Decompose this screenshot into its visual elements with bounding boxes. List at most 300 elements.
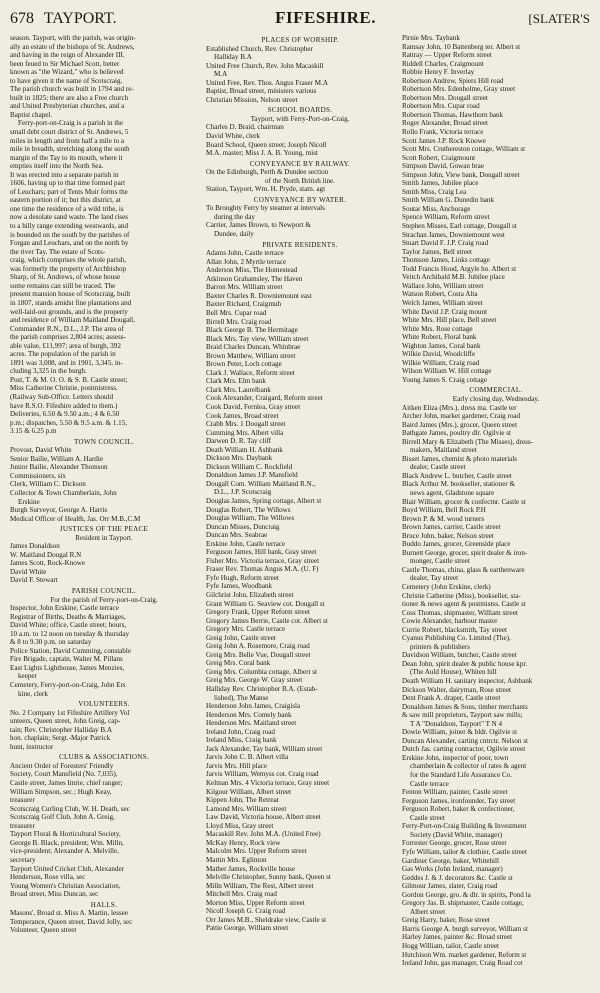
text-line: the river Tay. The estate of Scots- — [10, 247, 106, 256]
text-line: Ireland John, Craig road — [206, 727, 275, 736]
text-line: Mitchell Mrs. Craig road — [206, 890, 277, 899]
text-line: Gordon George, gro. & dlr. in spirits, Pond la — [402, 890, 531, 899]
text-line: Volunteer, Queen street — [10, 926, 77, 935]
text-line: Morton Miss, Upper Reform street — [206, 898, 305, 907]
text-line: Nicoll Joseph G. Craig road — [206, 907, 286, 916]
publisher-mark: [SLATER'S — [528, 11, 590, 26]
text-line: United Free, Rev. Thos. Angus Fraser M.A — [206, 78, 328, 87]
text-line: Fraser Rev. Thomas Angus M.A. (U. F) — [206, 565, 319, 574]
text-line: Death William H. Ashbank — [206, 445, 283, 454]
text-line: Robertson Mrs. Edenholme, Gray street — [402, 85, 516, 94]
section-heading: CONVEYANCE BY RAILWAY. — [249, 159, 351, 168]
text-line: 3.15 & 6.25 p.m — [10, 427, 57, 436]
text-line: and United Presbyterian churches, and a — [10, 102, 125, 111]
text-line: Broad street, Miss Duncan, sec — [10, 890, 99, 899]
text-line: Boyd William, Bell Rock P.H — [402, 506, 486, 515]
text-line: p.m.; dispatches, 5.50 & 9.5 a.m. & 1.15, — [10, 418, 128, 427]
section-heading: SCHOOL BOARDS. — [267, 106, 333, 115]
text-line: been feued to Sir Michael Scott, better — [10, 59, 120, 68]
text-line: Bell Mrs. Cupar road — [206, 308, 267, 317]
text-line: dealer, Castle street — [410, 463, 466, 472]
text-line: Wallace John, William street — [402, 281, 484, 290]
text-line: Commissioners, six — [10, 471, 66, 480]
text-line: Veitch Archibald M.B. Jubilee place — [402, 273, 505, 282]
text-line: Mather James, Rockville house — [206, 864, 296, 873]
text-line: now a desolate sand waste. The land rises — [10, 213, 129, 222]
text-line: Jarvis John C. B. Albert villa — [206, 753, 289, 762]
text-line: & saw mill proprietors, Tayport saw mills; — [402, 711, 523, 720]
text-line: Brown Matthew, William street — [206, 351, 296, 360]
text-line: White Mrs. Hill place, Bell street — [402, 316, 497, 325]
text-line: Cook David, Fernlea, Gray street — [206, 402, 301, 411]
text-line: built in 1825; there are also a Free church — [10, 93, 129, 102]
text-line: M.A. master; Miss J. A. B. Young, mist — [206, 149, 318, 158]
text-line: Simpson David, Gowan brae — [402, 162, 484, 171]
text-line: Carrier, James Brown, to Newport & — [206, 221, 311, 230]
text-line: On the Edinburgh, Perth & Dundee section — [206, 168, 329, 177]
text-line: Society, Court Mansfield (No. 7,035), — [10, 770, 118, 779]
section-heading: CONVEYANCE BY WATER. — [253, 195, 347, 204]
text-line: Halliday B.A — [214, 53, 252, 62]
text-line: Dent Frank A. draper, Castle street — [402, 694, 501, 703]
text-line: Tayport, with Ferry-Port-on-Craig. — [250, 114, 350, 123]
text-line: Douglas James, Spring cottage, Albert st — [206, 496, 322, 505]
text-line: Riddell Charles, Craigmount — [402, 59, 484, 68]
text-line: Castle street, James Imrie, chief ranger; — [10, 779, 123, 788]
text-line: Spence William, Reform street — [402, 213, 490, 222]
text-line: Darwen D. R. Tay cliff — [206, 437, 272, 446]
text-line: Black George B. The Hermitage — [206, 326, 298, 335]
text-line: news agent, Gladstone square — [410, 488, 495, 497]
text-line: Post, T. & M. O. O. & S. B. Castle street; — [10, 375, 128, 384]
text-line: Atkinson Grahamsley, The Haven — [206, 274, 303, 283]
text-line: Greig John A. Rosemore, Craig road — [206, 642, 310, 651]
text-line: Todd Francis Hood, Argyle ho. Albert st — [402, 264, 517, 273]
text-line: Law David, Victoria house, Albert street — [206, 813, 321, 822]
text-line: Greig Mrs. Coral bank — [206, 659, 271, 668]
text-line: Jack Alexander, Tay bank, William street — [206, 744, 323, 753]
text-line: Albert street — [410, 907, 446, 916]
text-line: Cemetery (John Erskine, clerk) — [402, 583, 491, 591]
text-line: Dickson William C. Rockfield — [206, 462, 293, 471]
text-line: small debt court district of St. Andrews, 5 — [10, 128, 129, 137]
text-line: Erskine — [18, 497, 40, 506]
text-line: to have given it the name of Scotscraig. — [10, 76, 123, 85]
text-line: Macaskill Rev. John M.A. (United Free) — [206, 830, 321, 839]
text-line: Wilkie William, Craig road — [402, 358, 480, 367]
text-line: printers & publishers — [410, 642, 470, 651]
text-line: Grant William G. Seaview cot. Dougall st — [206, 599, 325, 608]
text-line: D.L., J.P. Scotscraig — [214, 488, 272, 497]
text-line: Smith Miss, Craig Lea — [402, 187, 467, 196]
text-line: (Railway Sub-Office. Letters should — [10, 392, 114, 401]
text-line: Miss Catherine Christie, postmistress. — [10, 384, 118, 393]
text-line: Hutchison Wm. market gardener, Reform st — [402, 950, 527, 959]
text-line: Black Andrew L. butcher, Castle street — [402, 471, 512, 480]
text-line: Greig Mrs. Belle Vue, Dougall street — [206, 650, 311, 659]
text-line: Duncan Misses, Duncraig — [206, 522, 280, 531]
text-line: Sharp, of St. Andrews, of whose house — [10, 273, 121, 282]
text-line: Christie Catherine (Miss), bookseller, sta- — [402, 591, 521, 600]
text-line: Greig John, Castle street — [206, 633, 276, 642]
text-line: Castle Thomas, china, glass & earthenware — [402, 565, 525, 574]
section-heading: TOWN COUNCIL. — [73, 437, 135, 446]
text-line: Fyfe Hugh, Reform street — [206, 573, 279, 582]
text-line: in 1807, stands amidst fine plantations and — [10, 298, 132, 307]
text-line: Clerk, William C. Dickson — [10, 480, 86, 489]
page-header — [10, 8, 590, 34]
text-line: Cyanus Publishing Co. Limited (The), — [402, 634, 511, 643]
text-line: Douglas William, The Willows — [206, 514, 295, 523]
text-line: Erskine John, Castle terrace — [206, 539, 286, 548]
text-line: White Robert, Floral bank — [402, 333, 477, 342]
text-line: some remains can still be traced. The — [10, 281, 116, 290]
text-line: Collector & Town Chamberlain, John — [10, 488, 117, 497]
text-line: Deliveries, 6.50 & 9.50 a.m.; 4 & 6.50 — [10, 410, 120, 419]
text-line: Board School, Queen street; Joseph Nicoll — [206, 140, 327, 149]
text-line: Allan John, 2 Myrtle terrace — [206, 257, 287, 266]
text-line: Death William H. sanitary inspector, Ashbank — [402, 677, 533, 686]
text-line: W. Maitland Dougal R.N — [10, 550, 82, 559]
text-line: well-laid-out grounds, and is the property — [10, 307, 128, 316]
column-right — [402, 34, 590, 984]
text-line: Lloyd Miss, Gray street — [206, 821, 274, 830]
text-line: Dowie William, joiner & bldr. Ogilvie st — [402, 728, 518, 737]
text-line: Halliday Rev. Christopher B.A. (Estab- — [206, 685, 318, 694]
text-line: Wilkie David, Woodcliffe — [402, 350, 476, 359]
text-columns — [10, 34, 590, 984]
text-line: David White; office, Castle street; hours, — [10, 621, 127, 630]
text-line: Rollo Frank, Victoria terrace — [402, 128, 484, 137]
text-line: Registrar of Births, Deaths & Marriages, — [10, 612, 126, 621]
text-line: For the parish of Ferry-port-on-Craig. — [50, 595, 158, 604]
text-line: Gregory Mrs. Castle terrace — [206, 625, 286, 634]
text-line: David F. Stewart — [10, 576, 58, 585]
text-line: Milln William, The Rest, Albert street — [206, 881, 314, 890]
text-line: Baird James (Mrs.), grocer, Queen street — [402, 420, 518, 429]
section-heading: COMMERCIAL. — [469, 386, 523, 395]
text-line: Baxter Richard, Craigmuh — [206, 300, 282, 309]
text-line: William Simpson, sec.; Hugh Keay, — [10, 787, 112, 796]
text-line: able value, £11,997; area of burgh, 392 — [10, 341, 121, 350]
text-line: known as "the Wizard," who is believed — [10, 68, 124, 77]
text-line: Lamond Mrs. William street — [206, 804, 287, 813]
text-line: kine, clerk — [18, 689, 48, 698]
text-line: 10 a.m. to 12 noon on tuesday & thursday — [10, 629, 130, 638]
text-line: Ferguson Robert, baker & confectioner, — [402, 805, 515, 814]
text-line: United Free Church, Rev. John Macaskill — [206, 61, 324, 70]
text-line: Duncan Alexander, carting cntrctr. Nelson st — [402, 736, 528, 745]
text-line: Geddes J. & J. decorators &c. Castle st — [402, 873, 513, 882]
text-line: craig, which comprises the whole parish, — [10, 256, 127, 265]
text-line: Cook James, Broad street — [206, 411, 279, 420]
text-line: Kippen John, The Retreat — [206, 796, 279, 805]
text-line: Castle terrace — [410, 779, 449, 788]
text-line: monger, Castle street — [410, 557, 470, 566]
text-line: Duncan Mrs. Seabrae — [206, 531, 268, 540]
text-line: Gas Works (John Ireland, manager) — [402, 865, 503, 874]
text-line: Robertson Mrs. Cupar road — [402, 102, 480, 111]
text-line: Douglas Robert, The Willows — [206, 505, 291, 514]
text-line: Bruce John, baker, Nelson street — [402, 531, 494, 540]
text-line: Stephen Misses, Earl cottage, Dougall st — [402, 222, 517, 231]
text-line: Robertson Thomas, Hawthorn bank — [402, 110, 504, 119]
text-line: Provost, David White — [10, 446, 72, 455]
text-line: Rattray — Upper Reform street — [402, 51, 492, 60]
text-line: Crabb Mrs. 1 Dougall street — [206, 420, 286, 429]
text-line: Young Women's Christian Association, — [10, 881, 121, 890]
text-line: lished), The Manse — [214, 693, 269, 702]
text-line: Dickson Walter, dairyman, Rose street — [402, 685, 511, 694]
section-heading: JUSTICES OF THE PEACE — [59, 525, 149, 534]
text-line: and having in the reign of Alexander III. — [10, 51, 125, 60]
text-line: Scott Robert, Craigmount — [402, 153, 476, 162]
text-line: White Mrs. Rose cottage — [402, 324, 473, 333]
text-line: Gregory Frank, Upper Reform street — [206, 608, 310, 617]
text-line: Commander R.N., D.L., J.P. The area of — [10, 324, 124, 333]
text-line: 1891 was 3,008, and in 1901, 3,345, in- — [10, 358, 123, 367]
text-line: have R.S.O. Fifeshire added to them.) — [10, 401, 118, 410]
text-line: of Leuchars; part of Tents Muir forms the — [10, 187, 128, 196]
text-line: of the North British line. — [265, 176, 335, 185]
text-line: Melville Christopher, Sunny bank, Queen st — [206, 873, 331, 882]
text-line: Station, Tayport, Wm. H. Pryde, statn. agt — [206, 185, 326, 194]
text-line: Medical Officer of Health, Jas. Orr M.B.,C.M — [10, 514, 141, 523]
text-line: Ferry-Port-on-Craig Building & Investment — [402, 822, 527, 831]
text-line: empties itself into the North Sea. — [10, 162, 104, 171]
text-line: No. 2 Company 1st Fifeshire Artillery Vol — [10, 708, 130, 717]
text-line: Harris George A. burgh surveyor, William st — [402, 924, 528, 933]
text-line: is bounded on the south by the parishes of — [10, 230, 130, 239]
text-line: Clark J. Wallace, Reform street — [206, 368, 295, 377]
text-line: 1606, having up to that time formed part — [10, 179, 126, 188]
text-line: Martin Mrs. Eglinton — [206, 855, 267, 864]
text-line: Black Arthur M. bookseller, stationer & — [402, 480, 515, 489]
text-line: Brown Peter, Loch cottage — [206, 360, 282, 369]
section-heading: PLACES OF WORSHIP. — [261, 36, 339, 44]
text-line: & 8 to 9.30 p.m. on saturday — [10, 638, 92, 647]
text-line: the parish comprises 2,804 acres; assess- — [10, 333, 126, 342]
text-line: Fyfe William, tailor & clothier, Castle street — [402, 847, 527, 856]
column-middle — [206, 34, 394, 984]
text-line: mile in breadth, stretching along the south — [10, 145, 130, 154]
text-line: Greig Mrs. George W. Gray street — [206, 676, 303, 685]
text-line: Brown P. & M. wood turners — [402, 514, 485, 523]
text-line: Smith William G. Dunedin bank — [402, 196, 494, 205]
section-heading: VOLUNTEERS. — [78, 700, 130, 709]
text-line: To Broughty Ferry by steamer at intervals — [206, 204, 325, 213]
text-line: ally an estate of the bishops of St. Andrews, — [10, 42, 135, 51]
text-line: Jarvis Mrs. Hill place — [206, 761, 268, 770]
text-line: Dutch Jas. carting contractor, Ogilvie street — [402, 745, 526, 754]
text-line: dealer, Tay street — [410, 574, 459, 583]
text-line: Police Station, David Cumming, constable — [10, 646, 131, 655]
text-line: Forgan and Leuchars, and on the north by — [10, 239, 129, 248]
text-line: Ferguson James, Hill bank, Gray street — [206, 548, 317, 557]
text-line: Simpson John, View bank, Dougall street — [402, 170, 520, 179]
text-line: Henderson, Rose villa, sec — [10, 873, 86, 882]
text-line: Charles D. Braid, chairman — [206, 123, 284, 132]
text-line: Harley James, painter &c. Broad street — [402, 933, 513, 942]
page-number: 678 — [10, 10, 34, 27]
text-line: Ferry-port-on-Craig is a parish in the — [18, 119, 123, 128]
text-line: Scotscraig Curling Club, W. H. Death, sec — [10, 804, 130, 813]
text-line: Aitken Eliza (Mrs.), dress ma. Castle ter — [402, 403, 517, 412]
text-line: Baptist, Broad street, ministers various — [206, 87, 317, 96]
text-line: Cook Alexander, Craigard, Reform street — [206, 394, 323, 403]
text-line: one time the residence of a wild tribe, is — [10, 204, 124, 213]
text-line: Clark Mrs. Laurelbank — [206, 385, 271, 394]
text-line: Kilgour William, Albert street — [206, 787, 292, 796]
text-line: Dean John, spirit dealer & public house kpr. — [402, 659, 528, 668]
text-line: Fenton William, painter, Castle street — [402, 788, 508, 797]
text-line: Coss Thomas, shipmaster, William street — [402, 608, 518, 617]
text-line: treasurer — [10, 796, 35, 805]
text-line: Erskine John, inspector of poor, town — [402, 753, 509, 762]
text-line: keeper — [18, 672, 37, 681]
text-line: Scott Mrs. Cruthereston cottage, William st — [402, 145, 526, 154]
text-line: Brown James, carrier, Castle street — [402, 523, 501, 532]
text-line: Black Mrs. Tay view, William street — [206, 334, 309, 343]
text-line: Scotscraig Golf Club, John A. Greig, — [10, 813, 115, 822]
text-line: Roger Alexander, Broad street — [402, 119, 488, 128]
text-line: Gregory Jas. B. shipmaster, Castle cottage, — [402, 899, 524, 908]
text-line: Anderson Miss, The Homestead — [206, 266, 298, 275]
text-line: Baptist chapel. — [10, 110, 53, 119]
text-line: Bisset James, chemist & photo materials — [402, 454, 518, 463]
column-left — [10, 34, 198, 984]
text-line: Smith James, Jubilee place — [402, 179, 479, 188]
text-line: Robertson Andrew, Spiers Hill road — [402, 76, 504, 85]
text-line: Bathgate James, poultry dlr. Ogilvie st — [402, 429, 511, 438]
text-line: Dougall Com. William Maitland R.N., — [206, 479, 316, 488]
text-line: was formerly the property of Archbishop — [10, 264, 127, 273]
section-heading: PARISH COUNCIL. — [71, 587, 137, 595]
text-line: Ferguson James, ironfounder, Tay street — [402, 796, 516, 805]
text-line: Baxter Charles R. Downiemount east — [206, 291, 312, 300]
text-line: tain; Rev. Christopher Halliday B.A — [10, 725, 112, 734]
text-line: Clark Mrs. Elm bank — [206, 377, 266, 386]
text-line: Wighton James, Coral bank — [402, 341, 481, 350]
text-line: Senior Bailie, William A. Hardie — [10, 454, 103, 463]
text-line: Henderson John James, Craigisla — [206, 702, 301, 711]
text-line: George B. Black, president; Wm. Milln, — [10, 838, 124, 847]
header-left — [10, 10, 123, 28]
text-line: Masons', Broad st. Miss A. Martin, lessee — [10, 909, 128, 918]
text-line: Strachan James, Downiemount west — [402, 230, 505, 239]
text-line: unteers, Queen street, John Greig, cap- — [10, 717, 121, 726]
text-line: Dundee, daily — [214, 230, 254, 239]
text-line: Hogg William, tailor, Castle street — [402, 941, 500, 950]
text-line: Burgh Surveyor, George A. Harris — [10, 506, 108, 515]
text-line: Henderson Mrs. Comely bank — [206, 710, 292, 719]
section-heading: PRIVATE RESIDENTS. — [262, 240, 338, 249]
text-line: Watson Robert, Costa Alta — [402, 290, 478, 299]
text-line: Greig Mrs. Columbia cottage, Albert st — [206, 667, 317, 676]
text-line: Temperance, Queen street, David Jolly, sec — [10, 917, 133, 926]
text-line: The parish church was built in 1794 and re- — [10, 85, 134, 94]
text-line: Ireland John, gas manager, Craig Road cot — [402, 959, 523, 968]
text-line: Gilmour James, slater, Craig road — [402, 882, 498, 891]
text-line: Young James S. Craig cottage — [402, 375, 487, 384]
text-line: Cemetery, Ferry-port-on-Craig, John Ers — [10, 681, 126, 690]
text-line: Pirnie Mrs. Taybank — [402, 34, 460, 42]
text-line: David White — [10, 567, 47, 576]
text-line: Christian Mission, Nelson street — [206, 95, 298, 104]
text-line: present mansion house of Scotscraig, built — [10, 290, 131, 299]
text-line: Robertson Mrs. Dougall street — [402, 93, 488, 102]
text-line: Davidson William, butcher, Castle street — [402, 651, 517, 660]
text-line: Dickson Mrs. Daybank — [206, 454, 273, 463]
text-line: Birrell Mary & Elizabeth (The Misses), dress- — [402, 437, 534, 446]
text-line: Resident in Tayport. — [75, 533, 133, 542]
text-line: Junior Bailie, Alexander Thomson — [10, 463, 108, 472]
text-line: Greig Harry, baker, Rose street — [402, 916, 490, 925]
text-line: chamberlain & collector of rates & agent — [410, 762, 527, 771]
text-line: and residence of William Maitland Dougall, — [10, 316, 135, 325]
text-line: White David J.P. Craig mount — [402, 307, 488, 316]
text-line: Barron Mrs. William street — [206, 283, 283, 292]
text-line: eastern portion of it; but this district, at — [10, 196, 121, 205]
text-line: Welch James, William street — [402, 298, 483, 307]
text-line: Blair William, grocer & confectnr. Castle st — [402, 497, 526, 506]
text-line: Orr James M.B., Sheldrake view, Castle st — [206, 915, 327, 924]
text-line: Tayport United Cricket Club, Alexander — [10, 864, 124, 873]
text-line: vice-president; Alexander A. Melville, — [10, 847, 119, 856]
text-line: Early closing day, Wednesday. — [452, 394, 540, 403]
text-line: during the day — [214, 212, 255, 221]
text-line: Cowie Alexander, harbour master — [402, 617, 498, 626]
text-line: treasurer — [10, 821, 35, 830]
text-line: Fisher Mrs. Victoria terrace, Gray street — [206, 556, 320, 565]
text-line: Braid Charles Duncan, Whinbrae — [206, 343, 301, 352]
text-line: Thomson James, Links cottage — [402, 256, 490, 265]
text-line: Established Church, Rev. Christopher — [206, 44, 313, 53]
text-line: Henderson Mrs. Maitland street — [206, 719, 297, 728]
text-line: Gilchrist John, Elizabeth street — [206, 591, 294, 599]
text-line: McKay Henry, Rock view — [206, 838, 281, 847]
text-line: It was erected into a separate parish in — [10, 170, 119, 179]
text-line: acres. The population of the parish in — [10, 350, 116, 359]
text-line: Cumming Mrs. Albert villa — [206, 428, 284, 437]
text-line: secretary — [10, 855, 36, 864]
text-line: tioner & news agent & postmistss. Castle st — [402, 600, 526, 609]
text-line: for the Standard Life Assurance Co. — [410, 771, 513, 780]
section-heading: CLUBS & ASSOCIATIONS. — [58, 753, 150, 762]
text-line: Gregory James Berrie, Castle cot. Albert st — [206, 616, 328, 625]
text-line: Kelman Mrs. 4 Victoria terrace, Gray street — [206, 779, 330, 788]
text-line: James Scott, Rock-Knowe — [10, 559, 86, 568]
text-line: Ancient Order of Foresters' Friendly — [10, 761, 114, 770]
text-line: Gardiner George, baker, Whitehill — [402, 856, 499, 865]
text-line: Currie Robert, blacksmith, Tay street — [402, 625, 507, 634]
text-line: East Lights Lighthouse, James Menzies, — [10, 663, 125, 672]
text-line: Robbie Henry F. Inverlay — [402, 68, 475, 77]
text-line: Birrell Mrs. Craig road — [206, 317, 272, 326]
locality-title: TAYPORT. — [43, 10, 117, 27]
text-line: (The Auld House), Whiten hill — [410, 668, 497, 677]
text-line: Scott James J.P. Rock Knowe — [402, 136, 486, 145]
text-line: Soutar Miss, Anchorage — [402, 204, 471, 213]
text-line: Castle street — [410, 813, 445, 822]
text-line: Ireland Miss, Craig bank — [206, 736, 277, 745]
text-line: Jarvis William, Wemyss cot. Craig road — [206, 770, 319, 779]
text-line: hon. chaplain; Sergt.-Major Patrick — [10, 734, 111, 743]
text-line: Fire Brigade, captain, Walter M. Pillans — [10, 655, 123, 664]
text-line: Burnett George, grocer, spirit dealer & iron- — [402, 548, 528, 557]
text-line: cluding 3,325 in the burgh. — [10, 367, 87, 376]
text-line: Ramsay John, 10 Battenberg ter. Albert st — [402, 42, 521, 51]
